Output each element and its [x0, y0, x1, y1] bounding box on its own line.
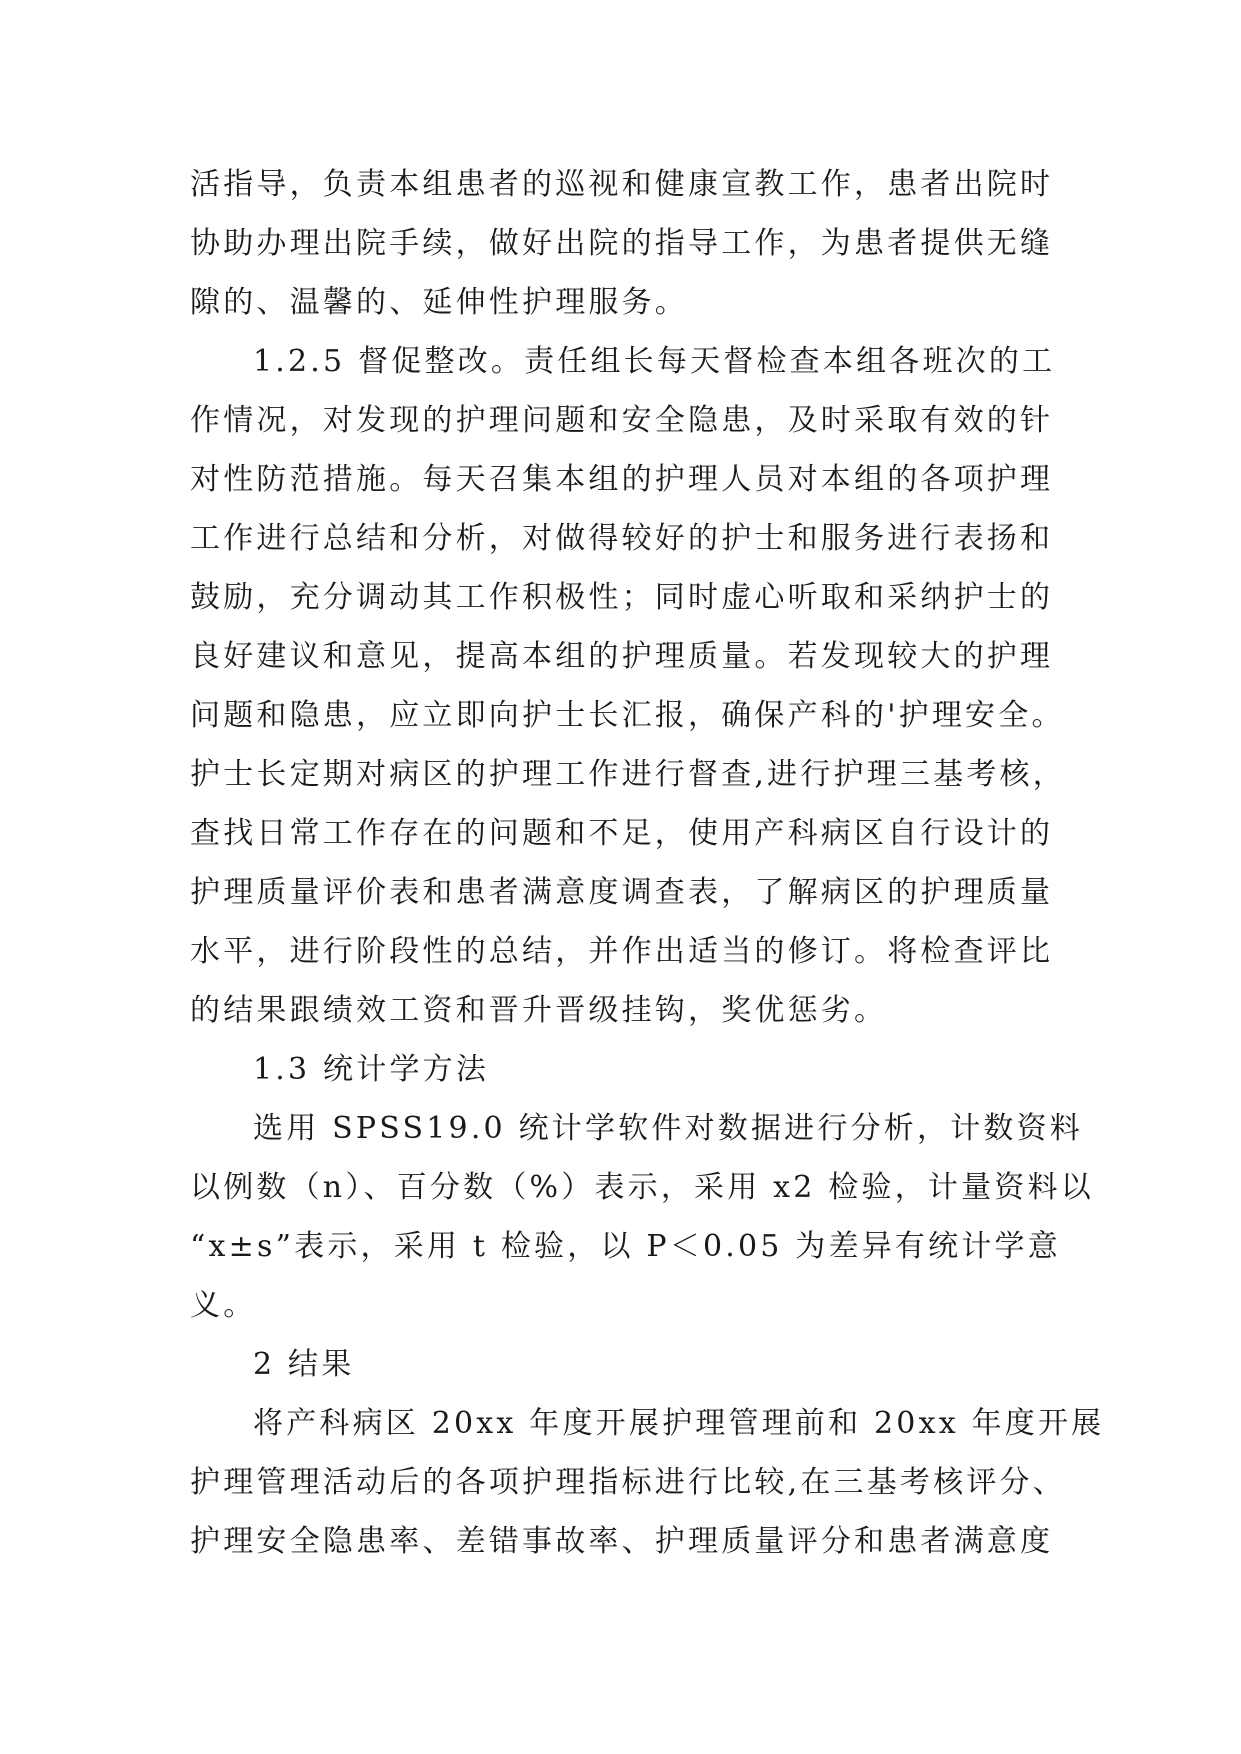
paragraph-line: 问题和隐患，应立即向护士长汇报，确保产科的'护理安全。 — [190, 698, 1065, 733]
paragraph-line: 工作进行总结和分析，对做得较好的护士和服务进行表扬和 — [190, 521, 1054, 556]
section-heading-1-2-5: 1.2.5 督促整改。责任组长每天督检查本组各班次的工 — [253, 344, 1056, 379]
paragraph-line: 对性防范措施。每天召集本组的护理人员对本组的各项护理 — [190, 462, 1054, 497]
paragraph-line: “x±s”表示，采用 t 检验，以 P＜0.05 为差异有统计学意 — [190, 1229, 1061, 1264]
paragraph-line: 良好建议和意见，提高本组的护理质量。若发现较大的护理 — [190, 639, 1054, 674]
paragraph-line: 水平，进行阶段性的总结，并作出适当的修订。将检查评比 — [190, 934, 1054, 969]
paragraph-line: 义。 — [190, 1288, 257, 1323]
paragraph-line: 护理安全隐患率、差错事故率、护理质量评分和患者满意度 — [190, 1524, 1054, 1559]
section-heading-2: 2 结果 — [253, 1347, 355, 1382]
paragraph-line: 的结果跟绩效工资和晋升晋级挂钩，奖优惩劣。 — [190, 993, 888, 1028]
paragraph-line: 活指导，负责本组患者的巡视和健康宣教工作，患者出院时 — [190, 167, 1054, 202]
body-text — [190, 155, 1105, 1571]
paragraph-line: 护士长定期对病区的护理工作进行督查,进行护理三基考核， — [190, 757, 1066, 792]
paragraph-line: 鼓励，充分调动其工作积极性；同时虚心听取和采纳护士的 — [190, 580, 1054, 615]
paragraph-line: 查找日常工作存在的问题和不足，使用产科病区自行设计的 — [190, 816, 1054, 851]
paragraph-line: 护理管理活动后的各项护理指标进行比较,在三基考核评分、 — [190, 1465, 1066, 1500]
paragraph-line: 选用 SPSS19.0 统计学软件对数据进行分析，计数资料 — [253, 1111, 1083, 1146]
paragraph-line: 护理质量评价表和患者满意度调查表，了解病区的护理质量 — [190, 875, 1054, 910]
paragraph-line: 作情况，对发现的护理问题和安全隐患，及时采取有效的针 — [190, 403, 1054, 438]
paragraph-line: 协助办理出院手续，做好出院的指导工作，为患者提供无缝 — [190, 226, 1054, 261]
paragraph-line: 将产科病区 20xx 年度开展护理管理前和 20xx 年度开展 — [253, 1406, 1105, 1441]
paragraph-line: 以例数（n）、百分数（%）表示，采用 x2 检验，计量资料以 — [190, 1170, 1094, 1205]
paragraph-line: 隙的、温馨的、延伸性护理服务。 — [190, 285, 688, 320]
section-heading-1-3: 1.3 统计学方法 — [253, 1052, 490, 1087]
